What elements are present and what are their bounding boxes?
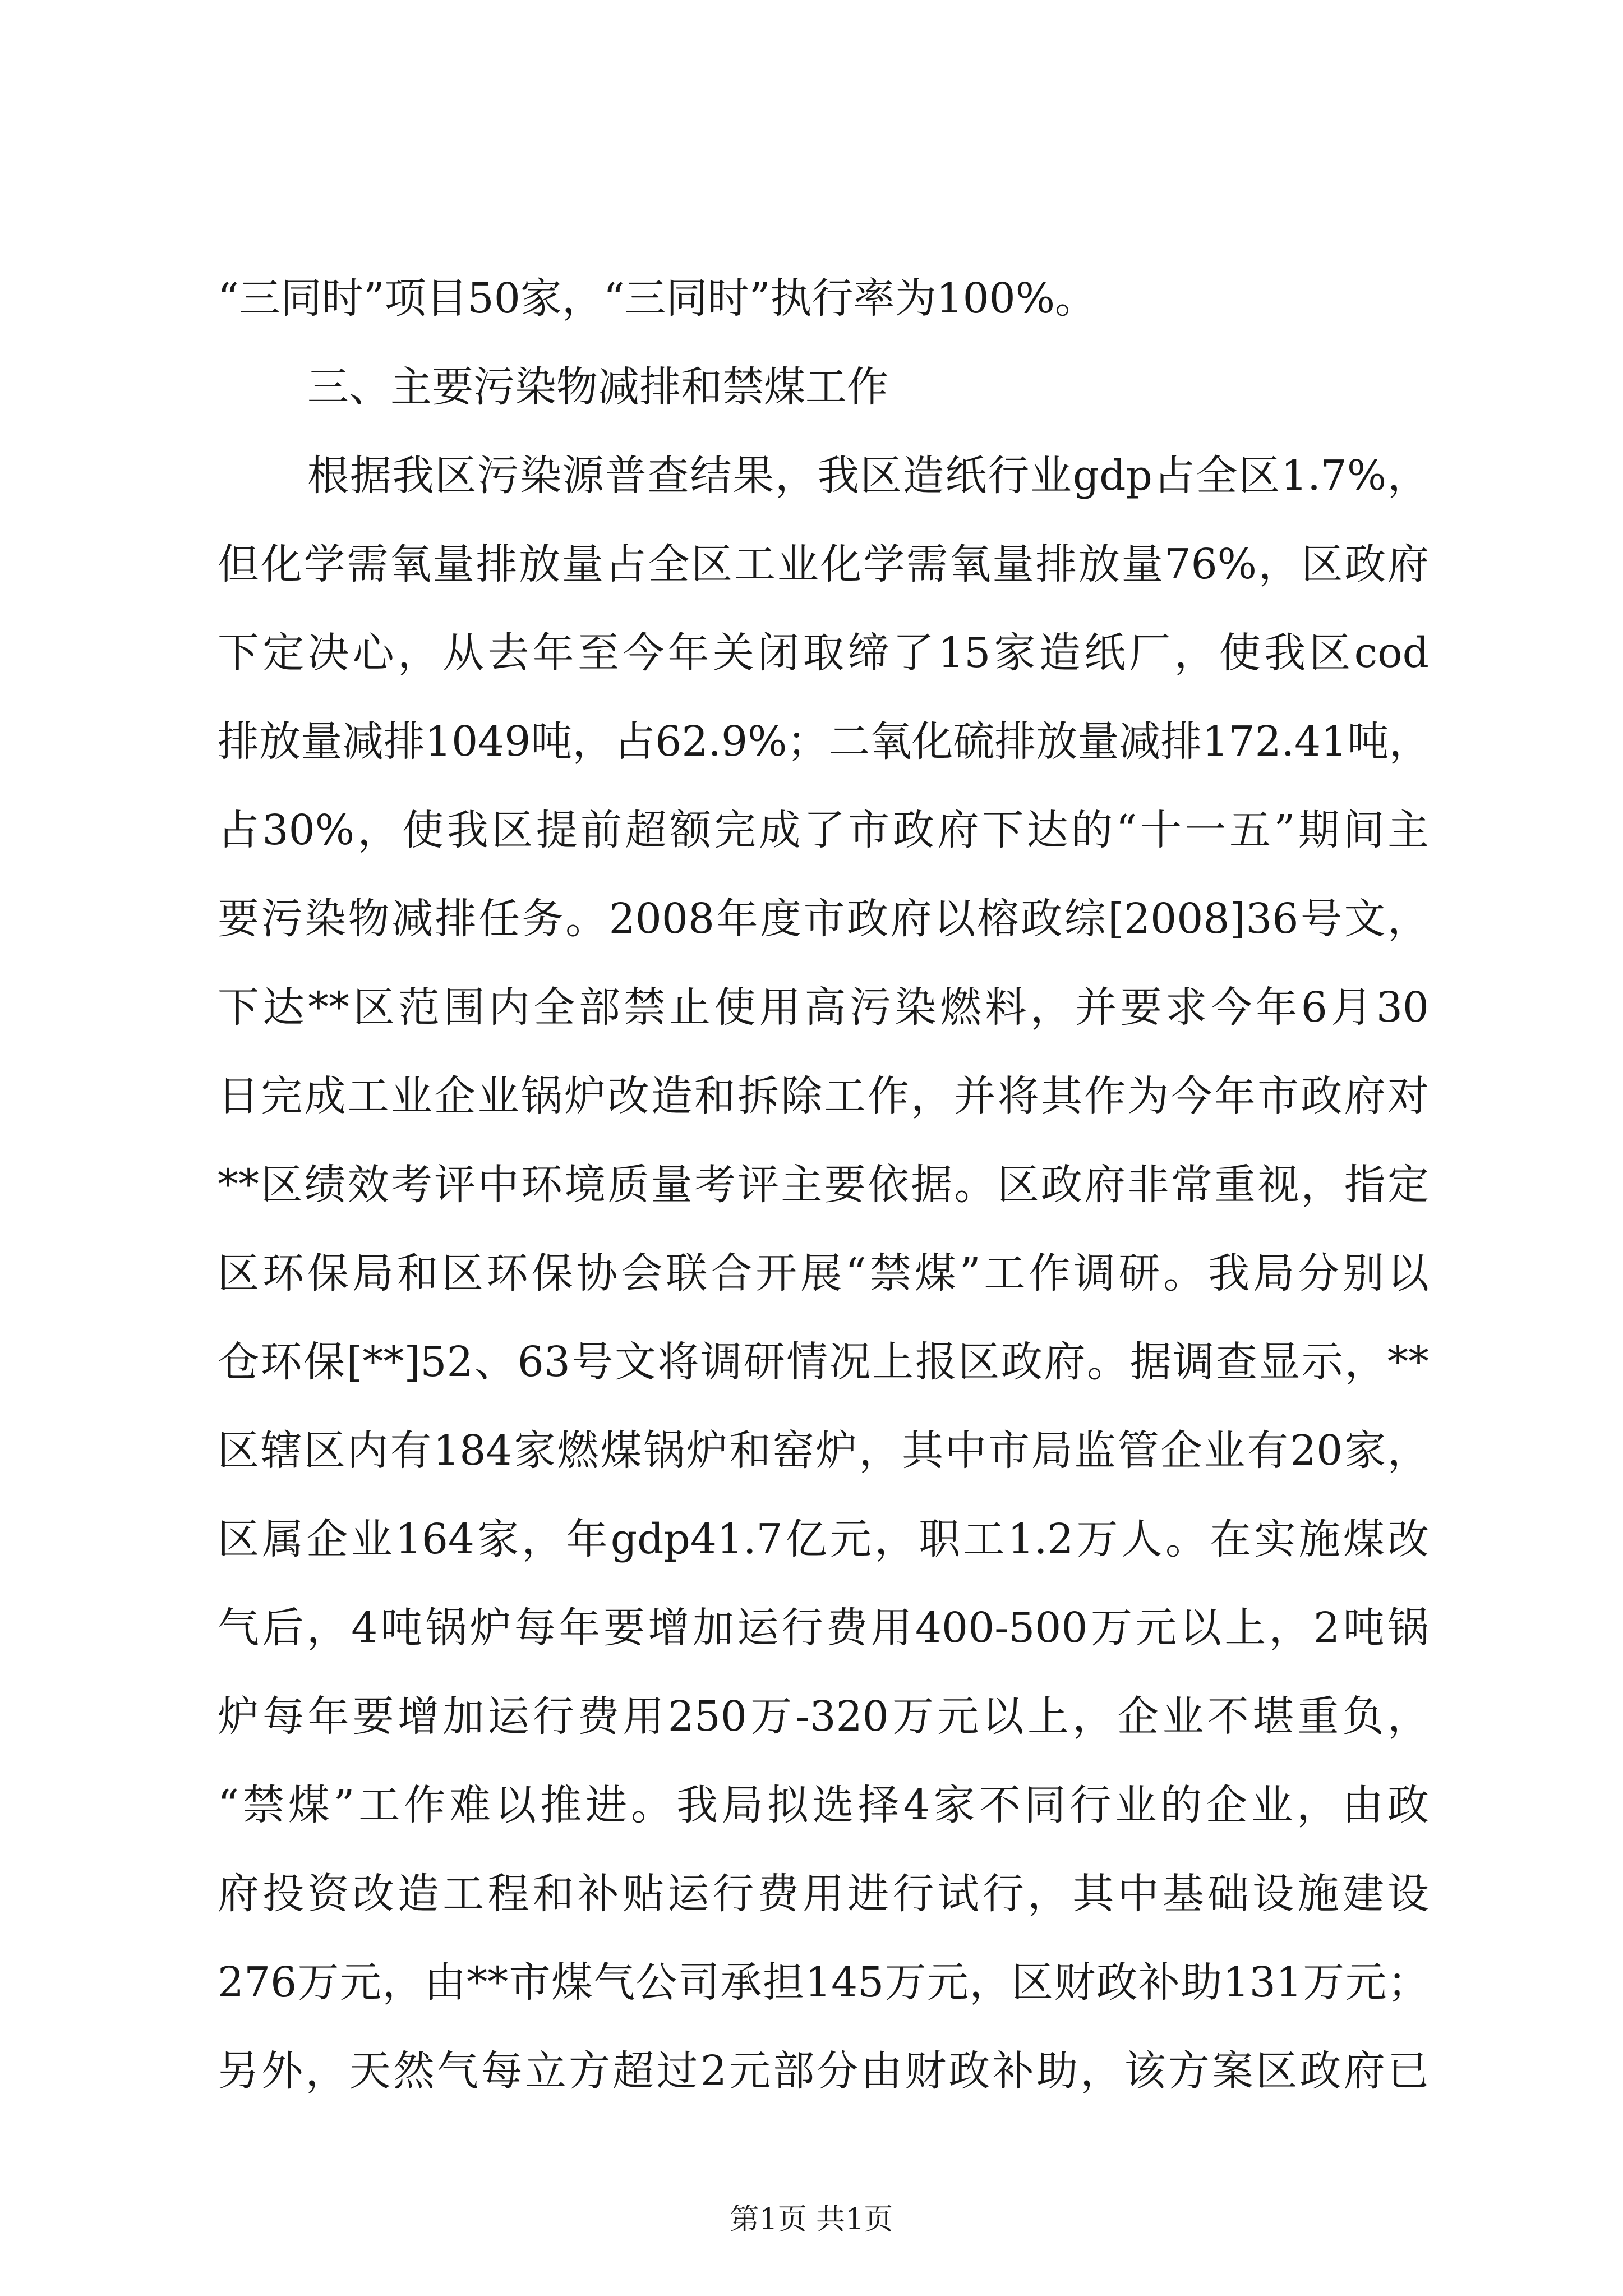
text-line-4: 但化学需氧量排放量占全区工业化学需氧量排放量76%，区政府: [218, 540, 1429, 588]
page-footer: 第1页 共1页: [730, 2203, 893, 2237]
section-heading: 三、主要污染物减排和禁煤工作: [307, 363, 888, 411]
text-line-7: 占30%，使我区提前超额完成了市政府下达的“十一五”期间主: [218, 806, 1429, 854]
text-line-11: **区绩效考评中环境质量考评主要依据。区政府非常重视，指定: [218, 1161, 1429, 1209]
text-line-19: 府投资改造工程和补贴运行费用进行试行，其中基础设施建设: [218, 1870, 1429, 1918]
text-line-20: 276万元，由**市煤气公司承担145万元，区财政补助131万元；: [218, 1958, 1429, 2007]
text-line-15: 区属企业164家，年gdp41.7亿元，职工1.2万人。在实施煤改: [218, 1515, 1429, 1563]
text-line-5: 下定决心，从去年至今年关闭取缔了15家造纸厂，使我区cod: [218, 629, 1429, 677]
text-line-14: 区辖区内有184家燃煤锅炉和窑炉，其中市局监管企业有20家，: [218, 1427, 1429, 1475]
text-line-18: “禁煤”工作难以推进。我局拟选择4家不同行业的企业，由政: [218, 1781, 1429, 1829]
text-line-13: 仓环保[**]52、63号文将调研情况上报区政府。据调查显示，**: [218, 1338, 1429, 1386]
text-line-3: 根据我区污染源普查结果，我区造纸行业gdp占全区1.7%，: [307, 452, 1429, 500]
text-line-16: 气后，4吨锅炉每年要增加运行费用400-500万元以上，2吨锅: [218, 1604, 1429, 1652]
text-line-12: 区环保局和区环保协会联合开展“禁煤”工作调研。我局分别以: [218, 1249, 1429, 1297]
text-line-10: 日完成工业企业锅炉改造和拆除工作，并将其作为今年市政府对: [218, 1072, 1429, 1120]
text-line-9: 下达**区范围内全部禁止使用高污染燃料，并要求今年6月30: [218, 983, 1429, 1032]
text-line-8: 要污染物减排任务。2008年度市政府以榕政综[2008]36号文，: [218, 895, 1429, 943]
text-line-21: 另外，天然气每立方超过2元部分由财政补助，该方案区政府已: [218, 2047, 1429, 2095]
text-line-1: “三同时”项目50家，“三同时”执行率为100%。: [218, 274, 1097, 323]
text-line-17: 炉每年要增加运行费用250万-320万元以上，企业不堪重负，: [218, 1692, 1429, 1741]
text-line-6: 排放量减排1049吨，占62.9%；二氧化硫排放量减排172.41吨，: [218, 717, 1431, 766]
